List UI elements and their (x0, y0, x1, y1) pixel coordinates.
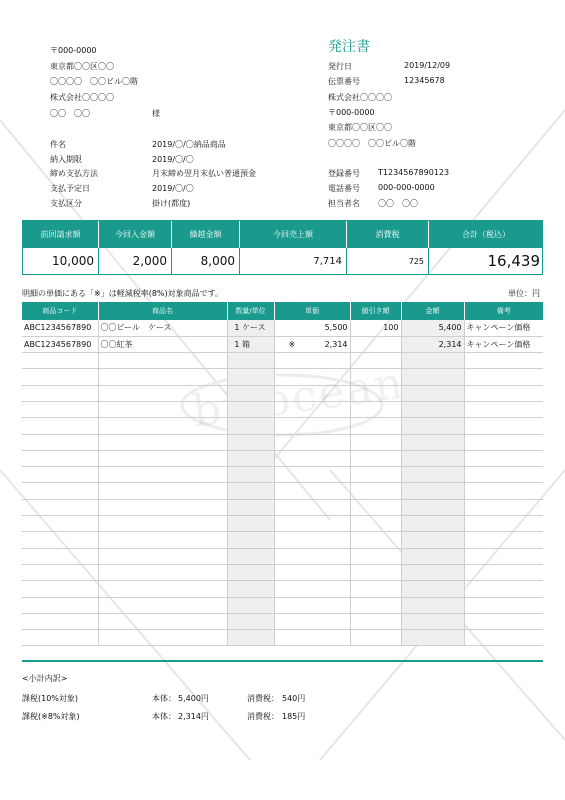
empty-cell (274, 369, 350, 385)
empty-row (22, 450, 543, 466)
empty-cell (98, 369, 227, 385)
empty-row (22, 630, 543, 646)
empty-cell (227, 369, 274, 385)
payment-received-value: 2,000 (99, 248, 172, 274)
info-value: 2019/〇/〇納品商品 (152, 140, 226, 149)
empty-cell (227, 581, 274, 597)
watermark-text: bizocean (189, 357, 408, 438)
reduced-tax-mark: ※ (288, 339, 296, 349)
empty-cell (227, 467, 274, 483)
previous-billing-value: 10,000 (23, 248, 99, 274)
col-header-discount: 値引き額 (350, 302, 401, 320)
recipient-person: 〇〇 〇〇 (50, 109, 90, 118)
empty-cell (464, 581, 543, 597)
staff-value: 〇〇 〇〇 (378, 199, 418, 208)
summary-table (22, 220, 543, 275)
item-price-cell (274, 336, 350, 352)
empty-cell (274, 467, 350, 483)
empty-cell (350, 499, 401, 515)
empty-cell (274, 630, 350, 646)
empty-cell (274, 483, 350, 499)
item-qty-unit (227, 320, 274, 336)
empty-cell (274, 581, 350, 597)
empty-cell (350, 369, 401, 385)
empty-cell (350, 516, 401, 532)
empty-cell (98, 353, 227, 369)
recipient-company: 株式会社〇〇〇〇 (50, 93, 114, 102)
empty-cell (350, 353, 401, 369)
table-bottom-rule (22, 660, 543, 662)
empty-cell (464, 597, 543, 613)
empty-cell (464, 434, 543, 450)
empty-cell (274, 613, 350, 629)
subtotal-base-label: 本体： (152, 694, 176, 703)
col-header-amount: 金額 (401, 302, 464, 320)
empty-cell (22, 499, 98, 515)
empty-cell (22, 630, 98, 646)
empty-cell (22, 418, 98, 434)
subtotal-label: 課税(※8%対象) (22, 712, 80, 721)
empty-cell (350, 483, 401, 499)
tax-value: 725 (347, 248, 429, 274)
empty-cell (401, 613, 464, 629)
registration-label: 登録番号 (328, 169, 360, 178)
subtotal-tax-label: 消費税： (247, 694, 279, 703)
empty-cell (227, 385, 274, 401)
empty-cell (401, 630, 464, 646)
empty-row (22, 581, 543, 597)
empty-cell (98, 467, 227, 483)
page-title: 発注書 (328, 39, 370, 55)
empty-cell (98, 564, 227, 580)
subtotal-label: 課税(10%対象) (22, 694, 79, 703)
empty-cell (22, 532, 98, 548)
empty-cell (227, 564, 274, 580)
empty-cell (227, 548, 274, 564)
issue-date-value: 2019/12/09 (404, 61, 451, 70)
empty-cell (274, 353, 350, 369)
info-value: 月末締め翌月末払い普通預金 (152, 169, 256, 178)
empty-cell (464, 418, 543, 434)
empty-row (22, 483, 543, 499)
empty-cell (22, 548, 98, 564)
empty-cell (274, 401, 350, 417)
subtotal-heading: <小計内訳> (22, 674, 68, 683)
item-unit: ケース (242, 323, 266, 333)
empty-cell (98, 450, 227, 466)
reduced-tax-note: 明細の単価にある「※」は軽減税率(8%)対象商品です。 (22, 289, 223, 298)
item-amount: 5,400 (401, 320, 464, 336)
empty-cell (274, 516, 350, 532)
empty-cell (464, 516, 543, 532)
empty-cell (22, 401, 98, 417)
empty-cell (98, 385, 227, 401)
info-label: 締め支払方法 (50, 169, 98, 178)
subtotal-tax: 185円 (282, 712, 306, 721)
empty-row (22, 613, 543, 629)
empty-cell (464, 548, 543, 564)
subtotal-tax-label: 消費税： (247, 712, 279, 721)
empty-cell (227, 613, 274, 629)
empty-cell (22, 597, 98, 613)
info-label: 件名 (50, 140, 66, 149)
empty-row (22, 564, 543, 580)
empty-cell (22, 369, 98, 385)
item-code: ABC1234567890 (22, 336, 98, 352)
empty-cell (227, 418, 274, 434)
empty-cell (274, 597, 350, 613)
empty-cell (464, 532, 543, 548)
empty-cell (350, 467, 401, 483)
registration-value: T1234567890123 (378, 168, 450, 177)
empty-cell (274, 548, 350, 564)
empty-cell (227, 516, 274, 532)
carryover-value: 8,000 (172, 248, 240, 274)
info-value: 2019/〇/〇 (152, 184, 194, 193)
empty-cell (350, 581, 401, 597)
empty-cell (401, 450, 464, 466)
current-sales-value: 7,714 (240, 248, 347, 274)
item-discount: 100 (350, 320, 401, 336)
phone-label: 電話番号 (328, 184, 360, 193)
slip-number-value: 12345678 (404, 76, 445, 85)
summary-header: 前回請求額 (23, 221, 99, 248)
empty-row (22, 467, 543, 483)
empty-cell (98, 516, 227, 532)
staff-label: 担当者名 (328, 199, 360, 208)
info-value: 2019/〇/〇 (152, 155, 194, 164)
subtotal-base: 2,314円 (178, 712, 209, 721)
empty-cell (227, 630, 274, 646)
summary-header: 繰越金額 (172, 221, 240, 248)
col-header-remarks: 備考 (464, 302, 543, 320)
empty-cell (401, 581, 464, 597)
empty-cell (464, 385, 543, 401)
slip-number-label: 伝票番号 (328, 77, 360, 86)
empty-cell (98, 532, 227, 548)
info-label: 納入期限 (50, 155, 82, 164)
subtotal-tax: 540円 (282, 694, 306, 703)
item-discount (350, 336, 401, 352)
empty-cell (464, 483, 543, 499)
item-name: 〇〇紅茶 (98, 336, 227, 352)
empty-cell (274, 564, 350, 580)
phone-value: 000-000-0000 (378, 183, 435, 192)
recipient-honorific: 様 (152, 109, 160, 118)
empty-cell (22, 516, 98, 532)
empty-cell (350, 532, 401, 548)
empty-cell (401, 353, 464, 369)
empty-cell (227, 450, 274, 466)
subtotal-base: 5,400円 (178, 694, 209, 703)
summary-header: 今回売上額 (240, 221, 347, 248)
issuer-company: 株式会社〇〇〇〇 (328, 93, 392, 102)
info-label: 支払区分 (50, 199, 82, 208)
empty-cell (350, 630, 401, 646)
empty-cell (401, 401, 464, 417)
total-value: 16,439 (487, 252, 540, 270)
table-row (22, 320, 543, 336)
empty-cell (98, 418, 227, 434)
empty-cell (401, 467, 464, 483)
empty-cell (22, 434, 98, 450)
empty-cell (98, 483, 227, 499)
unit-label: 単位：円 (508, 289, 540, 298)
empty-row (22, 401, 543, 417)
empty-cell (227, 353, 274, 369)
empty-cell (274, 418, 350, 434)
empty-cell (22, 353, 98, 369)
empty-cell (98, 434, 227, 450)
summary-header: 消費税 (347, 221, 429, 248)
empty-row (22, 597, 543, 613)
empty-cell (401, 385, 464, 401)
item-remarks: キャンペーン価格 (464, 336, 543, 352)
empty-cell (464, 450, 543, 466)
item-qty: 1 (234, 339, 240, 349)
table-row (22, 336, 543, 352)
empty-cell (274, 385, 350, 401)
empty-cell (401, 418, 464, 434)
empty-cell (274, 499, 350, 515)
empty-cell (227, 532, 274, 548)
empty-cell (22, 385, 98, 401)
empty-cell (464, 630, 543, 646)
detail-header-row (22, 302, 543, 320)
empty-cell (274, 532, 350, 548)
info-label: 支払予定日 (50, 184, 90, 193)
empty-cell (464, 564, 543, 580)
empty-cell (401, 369, 464, 385)
empty-cell (227, 597, 274, 613)
item-remarks: キャンペーン価格 (464, 320, 543, 336)
info-value: 掛け(都度) (152, 199, 191, 208)
empty-row (22, 532, 543, 548)
empty-cell (350, 597, 401, 613)
empty-cell (98, 597, 227, 613)
summary-header: 合計（税込） (429, 221, 544, 248)
empty-cell (464, 369, 543, 385)
empty-row (22, 516, 543, 532)
empty-cell (464, 401, 543, 417)
recipient-postal: 〒000-0000 (50, 46, 97, 55)
empty-row (22, 418, 543, 434)
item-qty: 1 (234, 323, 240, 333)
empty-cell (227, 434, 274, 450)
empty-row (22, 548, 543, 564)
empty-cell (98, 613, 227, 629)
item-name: 〇〇ビール ケース (98, 320, 227, 336)
item-price: 2,314 (324, 339, 348, 349)
empty-row (22, 434, 543, 450)
item-unit: 箱 (242, 339, 251, 349)
empty-cell (22, 564, 98, 580)
empty-cell (22, 581, 98, 597)
empty-cell (350, 564, 401, 580)
empty-cell (98, 401, 227, 417)
recipient-address1: 東京都〇〇区〇〇 (50, 62, 114, 71)
empty-cell (350, 418, 401, 434)
subtotal-base-label: 本体： (152, 712, 176, 721)
empty-cell (227, 499, 274, 515)
col-header-qty: 数量/単位 (227, 302, 274, 320)
col-header-code: 商品コード (22, 302, 98, 320)
empty-cell (98, 581, 227, 597)
empty-cell (401, 532, 464, 548)
empty-cell (98, 499, 227, 515)
issuer-postal: 〒000-0000 (328, 108, 375, 117)
empty-cell (464, 467, 543, 483)
empty-cell (350, 450, 401, 466)
empty-cell (22, 483, 98, 499)
empty-cell (98, 548, 227, 564)
empty-row (22, 369, 543, 385)
item-price-cell (274, 320, 350, 336)
item-amount: 2,314 (401, 336, 464, 352)
empty-cell (401, 548, 464, 564)
empty-cell (22, 613, 98, 629)
col-header-price: 単価 (274, 302, 350, 320)
issuer-address1: 東京都〇〇区〇〇 (328, 123, 392, 132)
empty-cell (401, 483, 464, 499)
item-price: 5,500 (324, 323, 348, 333)
item-code: ABC1234567890 (22, 320, 98, 336)
issue-date-label: 発行日 (328, 62, 352, 71)
empty-cell (350, 434, 401, 450)
item-qty-unit (227, 336, 274, 352)
empty-cell (401, 597, 464, 613)
recipient-address2: 〇〇〇〇 〇〇ビル〇階 (50, 77, 138, 86)
empty-cell (227, 483, 274, 499)
empty-cell (401, 516, 464, 532)
empty-row (22, 353, 543, 369)
issuer-address2: 〇〇〇〇 〇〇ビル〇階 (328, 139, 416, 148)
empty-cell (274, 434, 350, 450)
summary-header: 今回入金額 (99, 221, 172, 248)
detail-table (22, 302, 543, 646)
empty-cell (401, 499, 464, 515)
empty-cell (227, 401, 274, 417)
empty-cell (464, 499, 543, 515)
empty-cell (401, 434, 464, 450)
empty-cell (350, 385, 401, 401)
col-header-name: 商品名 (98, 302, 227, 320)
empty-cell (401, 564, 464, 580)
empty-cell (22, 450, 98, 466)
empty-cell (464, 613, 543, 629)
empty-cell (350, 613, 401, 629)
empty-cell (22, 467, 98, 483)
empty-cell (350, 548, 401, 564)
empty-cell (350, 401, 401, 417)
empty-row (22, 385, 543, 401)
empty-row (22, 499, 543, 515)
empty-cell (274, 450, 350, 466)
empty-cell (464, 353, 543, 369)
empty-cell (98, 630, 227, 646)
